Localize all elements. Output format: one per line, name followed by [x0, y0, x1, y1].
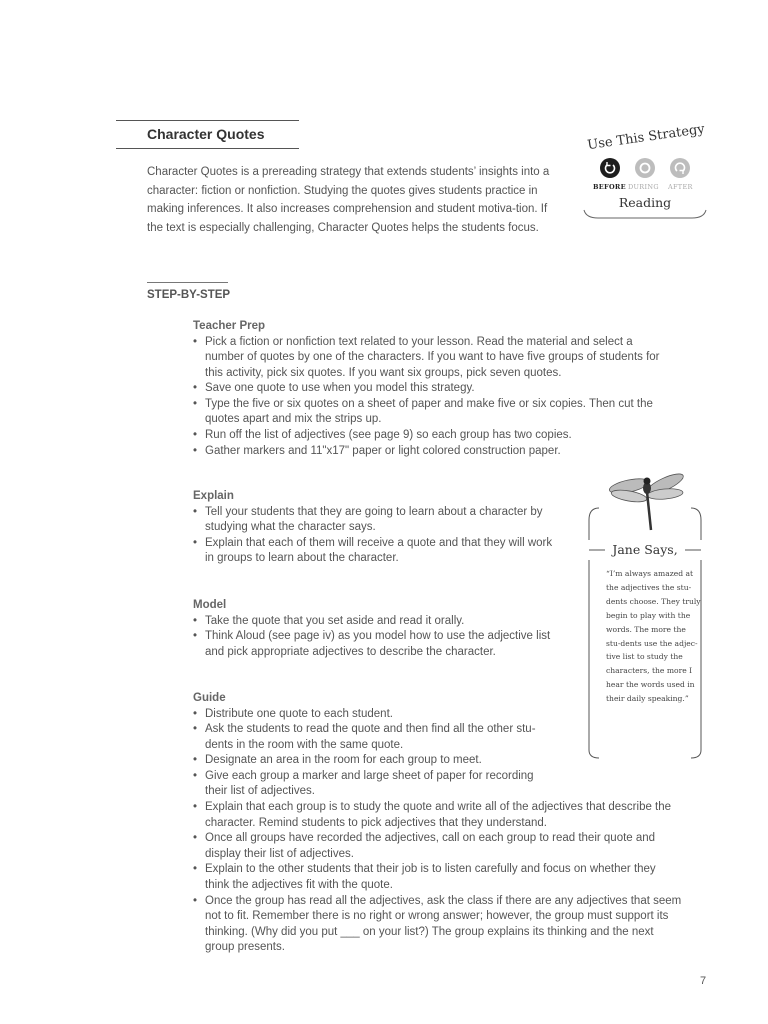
use-this-strategy-badge: [580, 121, 710, 223]
list-item: • Explain that each of them will receive a quote and that they will work in groups to learn about the character.: [193, 536, 563, 567]
list-item: • Take the quote that you set aside and read it orally.: [193, 614, 563, 630]
list-item: • Tell your students that they are going to learn about a character by studying what the character says.: [193, 505, 563, 536]
model-heading: Model: [193, 599, 227, 611]
list-item: • Once all groups have recorded the adjectives, call on each group to read their quote and display their list of adjectives.: [193, 831, 683, 862]
list-item: • Ask the students to read the quote and then find all the other stu-dents in the room with the same quote.: [193, 722, 557, 753]
model-list: [193, 614, 563, 661]
guide-heading: Guide: [193, 692, 226, 704]
list-item: • Save one quote to use when you model this strategy.: [193, 381, 663, 397]
list-item: • Type the five or six quotes on a sheet of paper and make five or six copies. Then cut the quotes apart and mix the strips up.: [193, 397, 663, 428]
phase-before-label: BEFORE: [593, 183, 626, 191]
list-item: • Think Aloud (see page iv) as you model how to use the adjective list and pick appropriate adjectives to describe the character.: [193, 629, 563, 660]
list-item: • Pick a fiction or nonfiction text related to your lesson. Read the material and select a number of quotes by one of the characters. If you want to have five groups of students for this activity, pick six quotes. If you want six groups, pick seven quotes.: [193, 335, 663, 382]
before-phase-icon: [600, 158, 620, 178]
list-item: • Give each group a marker and large sheet of paper for recording their list of adjectives.: [193, 769, 557, 800]
list-item: • Designate an area in the room for each group to meet.: [193, 753, 683, 769]
page-number: 7: [700, 975, 707, 987]
teacher-prep-list: [193, 335, 663, 460]
list-item: • Explain to the other students that their job is to listen carefully and focus on whether they think the adjectives fit with the quote.: [193, 862, 683, 893]
teacher-prep-section: [193, 319, 663, 459]
intro-paragraph: Character Quotes is a prereading strategy that extends students’ insights into a character: fiction or nonfiction. Studying the quotes gives students practice in making inferences. It also increases comprehension and student motiva-tion. If the text is especially challenging, Character Quotes helps the students focus.: [147, 166, 550, 234]
sidebar-title: Jane Says,: [612, 542, 678, 557]
dragonfly-icon: [607, 470, 687, 532]
list-item: • Once the group has read all the adjectives, ask the class if there are any adjectives that seem not to fit. Remember there is no right or wrong answer; however, the group must support its thinking. (Why did you put ___ on your list?) The group explains its thinking and the next group presents.: [193, 894, 683, 956]
explain-list: [193, 505, 563, 567]
list-item: • Explain that each group is to study the quote and write all of the adjectives that describe the character. Remind students to pick adjectives that they understand.: [193, 800, 683, 831]
page-title: Character Quotes: [147, 126, 265, 142]
title-rule-bottom: [116, 148, 299, 149]
title-rule-top: [116, 120, 299, 121]
phase-during-label: DURING: [628, 183, 659, 191]
list-item: • Run off the list of adjectives (see page 9) so each group has two copies.: [193, 428, 663, 444]
badge-subject: Reading: [618, 195, 672, 210]
during-phase-icon: [635, 158, 655, 178]
explain-section: [193, 489, 563, 567]
sidebar-quote: “I’m always amazed at the adjectives the stu-dents choose. They truly begin to play with the words. The more the stu-dents use the adjec-tive list to study the characters, the more I hear the words used in their daily speaking.”: [606, 569, 701, 704]
phase-after-label: AFTER: [668, 183, 693, 191]
after-phase-icon: [670, 158, 690, 178]
list-item: • Gather markers and 11"x17" paper or light colored construction paper.: [193, 444, 663, 460]
section-heading: STEP-BY-STEP: [147, 289, 231, 301]
jane-says-sidebar: [585, 470, 705, 760]
section-rule: [147, 282, 228, 283]
teacher-prep-heading: Teacher Prep: [193, 320, 266, 332]
explain-heading: Explain: [193, 490, 234, 502]
list-item: • Distribute one quote to each student.: [193, 707, 683, 723]
badge-title: Use This Strategy: [586, 121, 706, 154]
model-section: [193, 598, 563, 660]
